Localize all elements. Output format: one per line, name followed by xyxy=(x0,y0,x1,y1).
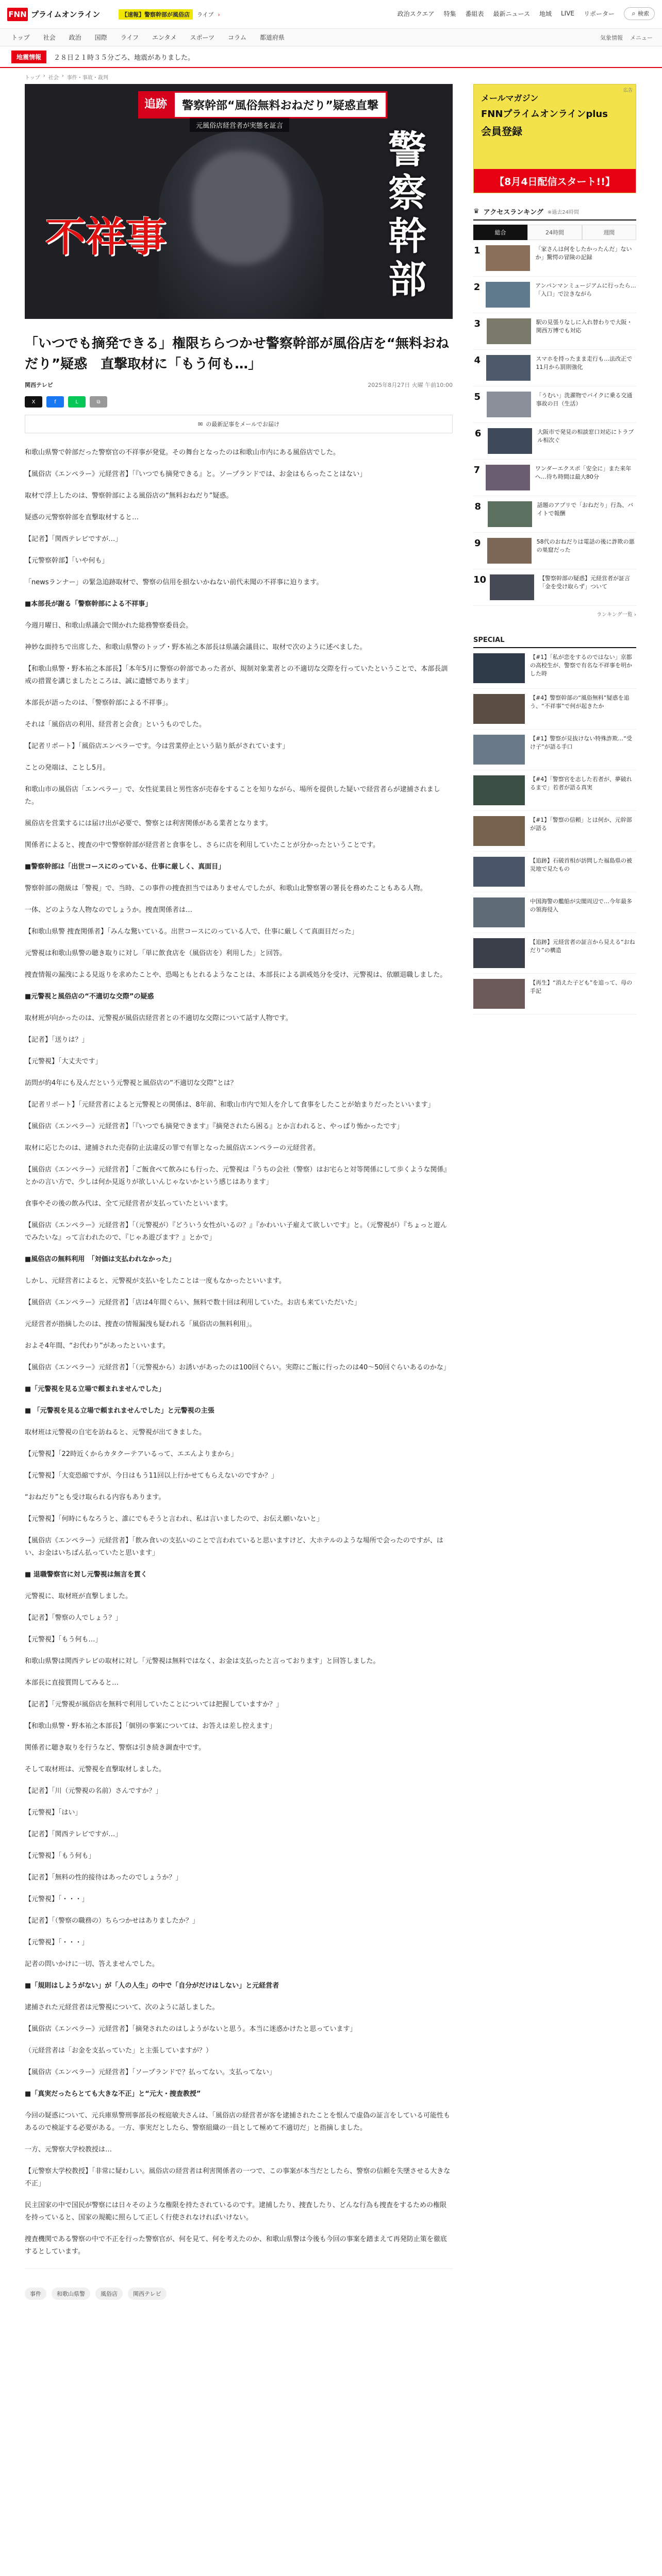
special-item[interactable] xyxy=(473,811,636,852)
ranking-item[interactable] xyxy=(473,386,636,423)
article-paragraph: ■「元警視を見る立場で頼まれませんでした」 xyxy=(25,1385,166,1393)
article-paragraph: 関係者に聴き取りを行うなど、警察は引き続き調査中です。 xyxy=(25,1744,205,1752)
article-title: 「いつでも摘発できる」権限ちらつかせ警察幹部が風俗店を“無料おねだり”疑惑 直撃取材に「もう何も…」 xyxy=(25,336,449,372)
special-header xyxy=(473,636,636,648)
tag-item[interactable]: 関西テレビ xyxy=(128,2287,167,2300)
article-paragraph: 本部長が語ったのは、「警察幹部による不祥事」。 xyxy=(25,699,173,707)
ranking-title: 58代のおねだりは電話の後に詐欺の悪の巣窟だった xyxy=(536,538,635,553)
article-paragraph: 取材に応じたのは、逮捕された売春防止法違反の罪で有罪となった風俗店エンペラーの元経営者。 xyxy=(25,1144,320,1152)
article-paragraph: 【記者】「（警察の職務の）ちらつかせはありましたか？」 xyxy=(25,1917,199,1925)
special-title: 【追跡】元経営者の証言から見える“おねだり”の構造 xyxy=(530,939,635,954)
special-item[interactable] xyxy=(473,892,636,933)
article-date: 2025年8月27日 火曜 午前10:00 xyxy=(368,382,453,388)
ad-label: 広告 xyxy=(623,88,633,93)
mail-icon: ✉ xyxy=(198,420,203,428)
breadcrumb-separator-icon: › xyxy=(43,73,45,79)
breadcrumb xyxy=(0,68,662,84)
follow-text: の最新記事をメールでお届け xyxy=(206,421,279,428)
header-nav xyxy=(398,7,655,20)
article-paragraph: 【記者】「送りは？」 xyxy=(25,1036,89,1044)
article-paragraph: それは「風俗店の利用、経営者と会食」というものでした。 xyxy=(25,721,206,728)
menu-link[interactable]: メニュー xyxy=(630,34,653,41)
ranking-title: アクセスランキング xyxy=(483,209,543,216)
hero-vertical-text: 警察幹部 xyxy=(388,128,426,302)
breadcrumb-item[interactable]: トップ xyxy=(25,75,40,81)
follow-banner[interactable] xyxy=(25,415,453,433)
category-right-links xyxy=(600,33,653,42)
nav-item-live[interactable]: LIVE xyxy=(560,10,574,18)
article-meta xyxy=(25,381,453,389)
ticker-arrow-icon: › xyxy=(218,11,220,18)
special-thumbnail xyxy=(473,694,525,724)
ranking-item[interactable] xyxy=(473,423,636,460)
tab-weekly[interactable]: 週間 xyxy=(582,225,636,240)
special-thumbnail xyxy=(473,735,525,765)
nav-item-latest[interactable]: 最新ニュース xyxy=(493,10,530,18)
special-item[interactable] xyxy=(473,689,636,730)
ranking-subtitle: ※過去24時間 xyxy=(547,210,579,215)
nav-item-politics[interactable]: 政治スクエア xyxy=(397,10,435,18)
article-paragraph: 神妙な面持ちで出席した、和歌山県警のトップ・野本祐之本部長は県議会議員に、取材で次のように述べました。 xyxy=(25,643,367,651)
breaking-label: 地震情報 xyxy=(11,50,46,63)
article-paragraph: 「newsランナー」の緊急追跡取材で、警察の信用を損ないかねない前代未聞の不祥事に迫ります。 xyxy=(25,579,323,586)
special-thumbnail xyxy=(473,938,525,968)
special-item[interactable] xyxy=(473,770,636,811)
article-paragraph: 【風俗店《エンペラー》元経営者】「店は4年間ぐらい、無料で数十回は利用していた。お店も来ていただいた」 xyxy=(25,1299,361,1307)
article-paragraph: 【元警察大学校教授】「非常に疑わしい。風俗店の経営者は利害関係者の一つで、この事案が本当だとしたら、警察の信頼を失墜させる大きな不正」 xyxy=(25,2167,451,2188)
ranking-number: 9 xyxy=(474,538,481,549)
article-paragraph: 捜査機関である警察の中で不正を行った警察官が、何を見て、何を考えたのか、和歌山県警は今後も今回の事案を踏まえて再発防止策を徹底するとしています。 xyxy=(25,2235,447,2256)
ranking-thumbnail xyxy=(486,245,530,271)
category-top[interactable]: トップ xyxy=(11,34,30,41)
crown-icon: ♛ xyxy=(473,208,479,215)
ad-banner[interactable] xyxy=(473,84,636,193)
article-paragraph: ■元警視と風俗店の“不適切な交際”の疑惑 xyxy=(25,993,154,1001)
ranking-number: 2 xyxy=(473,282,481,293)
article-paragraph: そして取材班は、元警視を直撃取材しました。 xyxy=(25,1766,166,1773)
category-prefecture[interactable]: 都道府県 xyxy=(259,34,285,41)
article-paragraph: ことの発端は、ことし5月。 xyxy=(25,764,110,772)
article-paragraph: 【記者リポート】「風俗店エンペラーです。今は営業停止という貼り紙がされています」 xyxy=(25,742,289,750)
article-paragraph: ■ 退職警察官に対し元警視は無言を貫く xyxy=(25,1571,147,1579)
tag-list xyxy=(25,2287,453,2300)
article-paragraph: 【風俗店《エンペラー》元経営者】「（元警視が）『どういう女性がいるの？』『かわいい子雇えて欲しいです』と。（元警視が）『ちょっと遊んでみたいな』って言われたので、『じゃあ遊びます？』とかで」 xyxy=(25,1222,448,1242)
article-paragraph: 疑惑の元警察幹部を直撃取材すると… xyxy=(25,514,139,521)
article-paragraph: 警察幹部の階級は「警視」で、当時、この事件の捜査担当ではありませんでしたが、和歌山北警察署の署長を務めたこともある人物。 xyxy=(25,885,427,892)
tag-item[interactable]: 風俗店 xyxy=(95,2287,123,2300)
article-paragraph: 一方、元警察大学校教授は… xyxy=(25,2146,112,2154)
ranking-item[interactable] xyxy=(473,569,636,606)
article-paragraph: 【風俗店《エンペラー》元経営者】「（元警視から）お誘いがあったのは100回ぐらい。実際にご飯に行ったのは40～50回ぐらいあるのかな」 xyxy=(25,1364,450,1371)
article-paragraph: 【記者】「川（元警視の名前）さんですか？」 xyxy=(25,1787,162,1795)
hero-big-text: 不祥事 xyxy=(45,214,167,261)
article-paragraph: 和歌山県警で幹部だった警察官の不祥事が発覚。その舞台となったのは和歌山市内にある風俗店でした。 xyxy=(25,449,340,456)
article-paragraph: ■風俗店の無料利用 「対価は支払われなかった」 xyxy=(25,1256,175,1263)
category-politics[interactable]: 政治 xyxy=(69,34,81,41)
article-paragraph: 【元警視】「もう何も」 xyxy=(25,1852,95,1860)
nav-item-region[interactable]: 地域 xyxy=(539,10,552,18)
ranking-item[interactable] xyxy=(473,240,636,277)
ad-strip: 【8月4日配信スタート!!】 xyxy=(474,169,636,193)
ranking-thumbnail xyxy=(488,428,532,454)
ranking-title: 【警察幹部の疑惑】元経営者が証言 「金を受け取らず」ついて xyxy=(539,575,630,590)
special-section xyxy=(473,636,636,1014)
search-button[interactable] xyxy=(624,7,655,20)
special-item[interactable] xyxy=(473,648,636,689)
ranking-thumbnail xyxy=(487,318,531,344)
tag-item[interactable]: 事件 xyxy=(25,2287,46,2300)
article-paragraph: 【記者】「元警視が風俗店を無料で利用していたことについては把握していますか？」 xyxy=(25,1701,283,1708)
search-icon: ⌕ xyxy=(632,10,636,18)
category-society[interactable]: 社会 xyxy=(43,34,56,41)
ranking-number: 5 xyxy=(474,392,481,402)
article-paragraph: 【元警視】「22時近くからカタクーテアいるって、エエんよりまから」 xyxy=(25,1450,238,1458)
article-paragraph: 元警視は和歌山県警の聴き取りに対し「単に飲食店を（風俗店を）利用した」と回答。 xyxy=(25,950,287,957)
weather-link[interactable]: 気象情報 xyxy=(600,34,623,41)
breadcrumb-item[interactable]: 事件・事故・裁判 xyxy=(67,75,108,81)
special-title: 【#1】「私が恋をするのではない」京都の高校生が、警察で有名な不祥事を明かした時 xyxy=(530,654,632,677)
ranking-tabs xyxy=(473,225,636,240)
ad-line-1: メールマガジン xyxy=(481,93,539,103)
ranking-number: 8 xyxy=(474,501,482,512)
article-paragraph: 【記者リポート】「元経営者によると元警視との関係は、8年前、和歌山市内で知人を介して食事をしたことが始まりだったといいます」 xyxy=(25,1101,435,1109)
category-entertainment[interactable]: エンタメ xyxy=(152,34,177,41)
article-paragraph: 関係者によると、捜査の中で警察幹部が経営者と食事をし、さらに店を利用していたことが分かったということです。 xyxy=(25,841,379,849)
line-share-icon[interactable]: L xyxy=(68,396,86,408)
article-paragraph: 民主国家の中で国民が警察には日々そのような権限を持たされているのです。逮捕したり、捜査したり、どんな行為も捜査をするための権限を持っていると、国家の規範に照らして正しく行使されなければいけない。 xyxy=(25,2201,446,2222)
ranking-number: 1 xyxy=(473,245,481,256)
hero-image xyxy=(25,84,453,319)
article-paragraph: 【和歌山県警 捜査関係者】「みんな驚いている。出世コースにのっている人で、仕事に厳しくて真面目だった」 xyxy=(25,928,358,936)
ranking-title: 大阪市で発見の相談窓口対応にトラブル相次ぐ xyxy=(537,429,634,444)
special-thumbnail xyxy=(473,857,525,887)
hero-tag-red: 追跡 xyxy=(138,91,173,118)
article-paragraph: 【和歌山県警・野本祐之本部長】「本年5月に警察の幹部であった者が、規制対象業者との不適切な交際を行っていたということで、本部長訓戒の措置を講じましたところは、誠に遺憾であります」 xyxy=(25,665,448,685)
ranking-thumbnail xyxy=(487,538,532,564)
article-paragraph: ■本部長が謝る「警察幹部による不祥事」 xyxy=(25,600,152,608)
article-paragraph: 【元警視】「大丈夫です」 xyxy=(25,1058,102,1065)
article-tags xyxy=(25,2268,453,2300)
breadcrumb-separator-icon: › xyxy=(61,73,64,79)
logo-mark: FNN xyxy=(7,8,28,21)
article-paragraph: しかし、元経営者によると、元警視が支払いをしたことは一度もなかったといいます。 xyxy=(25,1277,286,1285)
special-title: 【#1】「警察の信頼」とは何か、元幹部が語る xyxy=(530,817,632,832)
ranking-thumbnail xyxy=(486,465,530,490)
ranking-section xyxy=(473,207,636,622)
article-paragraph: （元経営者は「お金を支払っていた」と主張していますが？） xyxy=(25,2047,213,2055)
article-paragraph: 和歌山市の風俗店「エンペラー」で、女性従業員と男性客が売春をすることを知りながら、場所を提供した疑いで経営者らが逮捕されました。 xyxy=(25,786,440,806)
ranking-thumbnail xyxy=(486,355,531,381)
ranking-number: 4 xyxy=(474,355,481,366)
special-item[interactable] xyxy=(473,933,636,974)
hero-tag-white: 警察幹部“風俗無料おねだり”疑惑直撃 xyxy=(173,91,387,118)
ranking-number: 6 xyxy=(474,428,482,439)
ranking-item[interactable] xyxy=(473,460,636,496)
breaking-text: ２８日２１時３５分ごろ、地震がありました。 xyxy=(54,54,195,62)
special-title: SPECIAL xyxy=(473,636,505,644)
ad-line-3: 会員登録 xyxy=(481,125,522,138)
special-title: 【再生】“消えた子ども”を追って、母の手記 xyxy=(530,979,633,994)
article-paragraph: 【風俗店《エンペラー》元経営者】「ソープランドで？払ってない。支払ってない」 xyxy=(25,2069,276,2076)
article-column xyxy=(25,84,453,2300)
ranking-title: アンパンマンミュージアムに行ったら…「入口」で泣きながら xyxy=(535,282,636,297)
hero-blurred-face xyxy=(192,151,290,264)
ticker-badge: 【速報】警察幹部が風俗店 xyxy=(119,9,193,20)
article-paragraph: ■ 「元警視を見る立場で頼まれませんでした」と元警視の主張 xyxy=(25,1407,214,1415)
article-paragraph: 一体、どのような人物なのでしょうか。捜査関係者は… xyxy=(25,906,193,914)
tab-overall[interactable]: 総合 xyxy=(473,225,527,240)
article-paragraph: 【元警視】「大変恐縮ですが、今日はもう11回以上行かせてもらえないのですか？」 xyxy=(25,1472,278,1480)
special-title: 【#4】「警察官を志した若者が、夢破れるまで」若者が語る真実 xyxy=(530,776,632,791)
ranking-more-link[interactable]: ランキング一覧 › xyxy=(597,612,636,618)
ranking-number: 10 xyxy=(473,574,487,585)
ranking-number: 7 xyxy=(473,465,481,476)
article-paragraph: 【元警視】「・・・」 xyxy=(25,1939,89,1946)
article-paragraph: 【風俗店《エンペラー》元経営者】「摘発されたのはしようがないと思う。本当に迷惑かけたと思っています」 xyxy=(25,2025,357,2033)
special-title: 中国海警の艦船が尖閣周辺で…今年最多の領海侵入 xyxy=(530,898,632,913)
category-sports[interactable]: スポーツ xyxy=(190,34,215,41)
special-thumbnail xyxy=(473,816,525,846)
article-paragraph: “おねだり”とも受け取られる内容もあります。 xyxy=(25,1494,166,1501)
article-paragraph: 【元警視】「・・・」 xyxy=(25,1895,89,1903)
article-paragraph: ■「規則はしようがない」が「人の人生」の中で「自分がだけはしない」と元経営者 xyxy=(25,1982,279,1990)
ranking-item[interactable] xyxy=(473,313,636,350)
article-paragraph: 【風俗店《エンペラー》元経営者】「『いつでも摘発できます』『摘発されたら困る』とか言われると、やっぱり怖かったです」 xyxy=(25,1123,404,1130)
article-paragraph: 【記者】「無料の性的接待はあったのでしょうか？」 xyxy=(25,1874,183,1882)
article-paragraph: 【元警視】「何時にもなろうと、誰にでもそうと言われ、私は言いましたので、お伝え願いないと」 xyxy=(25,1515,324,1523)
article-paragraph: 本部長に直接質問してみると… xyxy=(25,1679,119,1687)
category-column[interactable]: コラム xyxy=(228,34,246,41)
site-header xyxy=(0,0,662,29)
category-international[interactable]: 国際 xyxy=(94,34,107,41)
article-paragraph: 記者の問いかけに一切、答えませんでした。 xyxy=(25,1960,159,1968)
ticker-text: ライブ xyxy=(197,11,214,18)
page-body xyxy=(0,84,662,2300)
special-title: 【追跡】石破首相が訪問した福島県の被災地で見たもの xyxy=(530,857,632,872)
tag-item[interactable]: 和歌山県警 xyxy=(52,2287,90,2300)
ranking-title: スマホを持ったまま走行も…法改正で11月から罰則強化 xyxy=(536,355,633,370)
nav-item-schedule[interactable]: 番組表 xyxy=(465,10,484,18)
ranking-item[interactable] xyxy=(473,496,636,533)
header-ticker[interactable] xyxy=(119,9,220,20)
nav-item-reporter[interactable]: リポーター xyxy=(583,10,615,18)
ranking-item[interactable] xyxy=(473,277,636,313)
article-paragraph: 逮捕された元経営者は元警視について、次のように話しました。 xyxy=(25,2004,219,2011)
ranking-title: 「うむい」洗濯物でバイクに乗る交通事故の日（生活） xyxy=(536,392,633,407)
ranking-title: 話題のアプリで「おねだり」行為、バイトで報酬 xyxy=(537,502,634,517)
article-paragraph: 取材班は元警視の自宅を訪ねると、元警視が出てきました。 xyxy=(25,1429,206,1436)
hero-caption-bar xyxy=(138,91,387,118)
article-paragraph: 捜査情報の漏洩による見返りを求めたことや、恐喝ともとれるようなことは、本部長による訓戒処分を受け、元警視は、依願退職しました。 xyxy=(25,971,447,979)
ranking-title: 「家さんは何をしたかったんだ」ないか」驚愕の冒険の記録 xyxy=(535,246,632,261)
article-paragraph: 食事やその後の飲み代は、全て元経営者が支払っていたといいます。 xyxy=(25,1200,232,1208)
hero-subcaption: 元風俗店経営者が実態を証言 xyxy=(190,118,289,132)
ranking-list xyxy=(473,240,636,606)
article-paragraph: 【和歌山県警・野本祐之本部長】「個別の事案については、お答えは差し控えます」 xyxy=(25,1722,276,1730)
ranking-item[interactable] xyxy=(473,533,636,569)
sidebar xyxy=(473,84,636,2300)
nav-item-feature[interactable]: 特集 xyxy=(443,10,456,18)
article-paragraph: 訪問が約4年にも及んだという元警視と風俗店の“不適切な交際”とは？ xyxy=(25,1079,237,1087)
facebook-share-icon[interactable]: f xyxy=(46,396,64,408)
article-paragraph: 【風俗店《エンペラー》元経営者】「『いつでも摘発できる』と。ソープランドでは、お金はもらったことはない」 xyxy=(25,470,367,478)
article-paragraph: 【元警察幹部】「いや何も」 xyxy=(25,557,109,565)
special-list xyxy=(473,648,636,1014)
special-item[interactable] xyxy=(473,974,636,1014)
ranking-title: ワンダーエクスポ「安全に」また来年へ…待ち時間は最大80分 xyxy=(535,465,632,480)
ranking-header xyxy=(473,207,636,221)
special-thumbnail xyxy=(473,775,525,805)
category-nav xyxy=(0,29,662,46)
article-paragraph: 【元警視】「もう何も…」 xyxy=(25,1636,102,1643)
article-paragraph: 取材班が向かったのは、元警視が風俗店経営者との不適切な交際について話す人物です。 xyxy=(25,1014,292,1022)
article-paragraph: 取材で浮上したのは、警察幹部による風俗店の“無料おねだり”疑惑。 xyxy=(25,492,233,500)
article-paragraph: ■「真実だったらとても大きな不正」と“元大・捜査教授” xyxy=(25,2090,201,2098)
article-paragraph: 今回の疑惑について、元兵庫県警刑事部長の桜庭敏夫さんは、「風俗店の経営者が客を逮捕されたことを恨んで虚偽の証言をしている可能性もあるので検証する必要がある。一方、事実だとしたら、警察組織の一員として極めて不適切だ」と指摘しました。 xyxy=(25,2112,450,2132)
special-thumbnail xyxy=(473,653,525,683)
category-life[interactable]: ライフ xyxy=(120,34,139,41)
article-paragraph: 風俗店を営業するには届け出が必要で、警察とは利害関係がある業者となります。 xyxy=(25,820,272,827)
share-buttons xyxy=(25,396,453,408)
article-paragraph: 今週月曜日、和歌山県議会で開かれた総務警察委員会。 xyxy=(25,622,193,630)
ranking-thumbnail xyxy=(490,574,534,600)
special-title: 【#1】警察が見抜けない特殊詐欺…“受け子”が語る手口 xyxy=(530,735,632,750)
article-paragraph: 和歌山県警は関西テレビの取材に対し「元警視は無料ではなく、お金は支払ったと言っております」と回答しました。 xyxy=(25,1657,380,1665)
special-item[interactable] xyxy=(473,730,636,770)
ranking-thumbnail xyxy=(487,392,531,417)
tab-24h[interactable]: 24時間 xyxy=(527,225,582,240)
article-paragraph: 【記者】「関西テレビですが…」 xyxy=(25,1831,122,1838)
ranking-thumbnail xyxy=(488,501,532,527)
ranking-title: 駅の見張りなしに入れ替わりで大阪・関西万博でも対応 xyxy=(536,319,633,334)
ranking-item[interactable] xyxy=(473,350,636,386)
search-label: 検索 xyxy=(638,10,649,17)
article-source[interactable]: 関西テレビ xyxy=(25,382,53,388)
x-share-icon[interactable]: X xyxy=(25,396,42,408)
breadcrumb-item[interactable]: 社会 xyxy=(48,75,59,81)
breaking-bar[interactable] xyxy=(0,46,662,68)
site-logo[interactable] xyxy=(7,8,100,21)
link-copy-icon[interactable]: ⧉ xyxy=(90,396,107,408)
article-paragraph: 元経営者が指摘したのは、捜査の情報漏洩も疑われる「風俗店の無料利用」。 xyxy=(25,1320,256,1328)
logo-text: プライムオンライン xyxy=(31,10,101,19)
article-paragraph: ■警察幹部は「出世コースにのっている、仕事に厳しく、真面目」 xyxy=(25,863,225,871)
article-paragraph: 【元警視】「はい」 xyxy=(25,1809,82,1817)
article-body xyxy=(25,447,453,2258)
article-paragraph: およそ4年間、“お代わり”があったといいます。 xyxy=(25,1342,170,1350)
article-paragraph: 【風俗店《エンペラー》元経営者】「飲み食いの支払いのことで言われていると思いますけど、大ホテルのような場所で会ったのですが、はい、お金はいちばん払っていたと思います」 xyxy=(25,1537,443,1557)
ad-line-2: FNNプライムオンラインplus xyxy=(481,109,608,120)
special-thumbnail xyxy=(473,979,525,1009)
special-title: 【#4】警察幹部の“風俗無料”疑惑を追う、“不祥事”で何が起きたか xyxy=(530,694,630,709)
article-paragraph: 【記者】「関西テレビですが…」 xyxy=(25,535,122,543)
article-paragraph: 【記者】「警察の人でしょう？」 xyxy=(25,1614,122,1622)
article-paragraph: 元警視に、取材班が直撃しました。 xyxy=(25,1592,133,1600)
special-thumbnail xyxy=(473,897,525,927)
article-paragraph: 【風俗店《エンペラー》元経営者】「ご飯食べて飲みにも行った、元警視は『うちの会社（警察）はお宅らと対等関係にして歩くような関係』とかの言い方で、少しは何か見返りが欲しいんじゃないかという感じはあります」 xyxy=(25,1166,451,1186)
ranking-number: 3 xyxy=(474,318,481,329)
ranking-thumbnail xyxy=(486,282,530,308)
special-item[interactable] xyxy=(473,852,636,892)
